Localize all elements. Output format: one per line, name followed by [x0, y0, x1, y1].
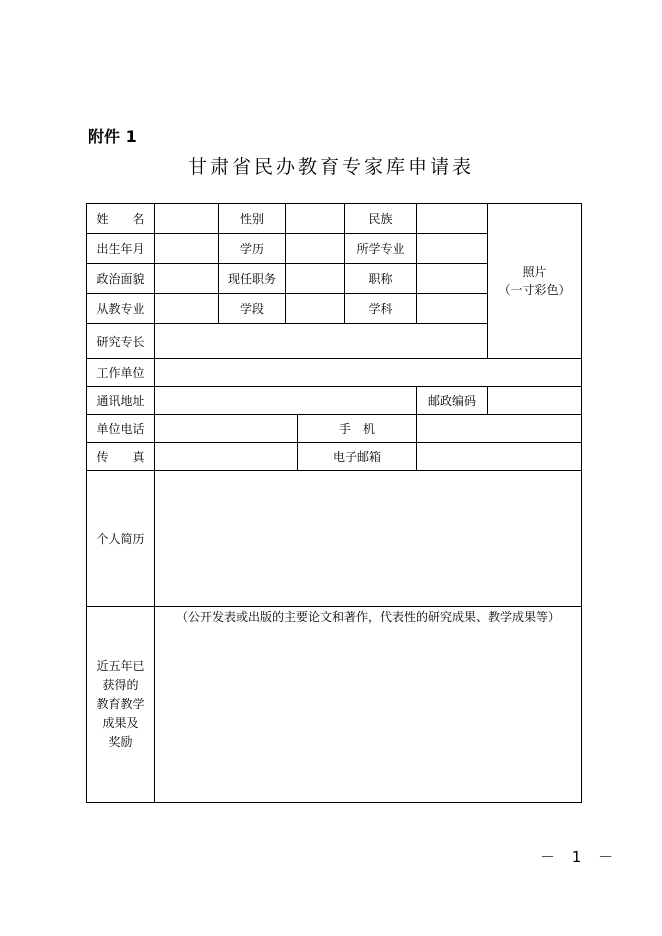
gender-field[interactable]: [286, 204, 345, 234]
title-label: 职称: [345, 264, 417, 294]
political-field[interactable]: [155, 264, 219, 294]
photo-label: 照片: [522, 265, 547, 279]
achievements-label: [87, 607, 155, 803]
photo-note: （一寸彩色）: [498, 283, 571, 297]
email-field[interactable]: [417, 443, 582, 471]
email-label: 电子邮箱: [298, 443, 417, 471]
name-label: 姓 名: [87, 204, 155, 234]
achievements-label-line: 获得的: [102, 678, 139, 692]
attachment-label: 附件 1: [88, 127, 137, 146]
ethnicity-field[interactable]: [417, 204, 488, 234]
research-field[interactable]: [155, 324, 488, 359]
achievements-label-line: 近五年已: [96, 659, 145, 673]
mobile-field[interactable]: [417, 415, 582, 443]
major-label: 所学专业: [345, 234, 417, 264]
teaching-major-field[interactable]: [155, 294, 219, 324]
achievements-note: （公开发表或出版的主要论文和著作，代表性的研究成果、教学成果等）: [175, 610, 560, 624]
teaching-major-label: 从教专业: [87, 294, 155, 324]
mobile-label: 手 机: [298, 415, 417, 443]
postcode-label: 邮政编码: [417, 387, 488, 415]
stage-field[interactable]: [286, 294, 345, 324]
workplace-label: 工作单位: [87, 359, 155, 387]
birth-label: 出生年月: [87, 234, 155, 264]
fax-label: 传 真: [87, 443, 155, 471]
postcode-field[interactable]: [488, 387, 582, 415]
achievements-label-line: 奖励: [108, 735, 133, 749]
subject-field[interactable]: [417, 294, 488, 324]
fax-field[interactable]: [155, 443, 298, 471]
birth-field[interactable]: [155, 234, 219, 264]
position-label: 现任职务: [219, 264, 286, 294]
ethnicity-label: 民族: [345, 204, 417, 234]
research-label: 研究专长: [87, 324, 155, 359]
education-field[interactable]: [286, 234, 345, 264]
application-form-table: [86, 203, 582, 803]
work-phone-field[interactable]: [155, 415, 298, 443]
resume-field[interactable]: [155, 471, 582, 607]
achievements-label-line: 成果及: [102, 716, 139, 730]
workplace-field[interactable]: [155, 359, 582, 387]
page-number: － 1 －: [540, 848, 620, 866]
major-field[interactable]: [417, 234, 488, 264]
political-label: 政治面貌: [87, 264, 155, 294]
name-field[interactable]: [155, 204, 219, 234]
education-label: 学历: [219, 234, 286, 264]
position-field[interactable]: [286, 264, 345, 294]
form-title: 甘肃省民办教育专家库申请表: [187, 156, 474, 178]
achievements-field[interactable]: [155, 607, 582, 803]
title-field[interactable]: [417, 264, 488, 294]
subject-label: 学科: [345, 294, 417, 324]
gender-label: 性别: [219, 204, 286, 234]
resume-label: 个人简历: [87, 471, 155, 607]
photo-box[interactable]: [488, 204, 582, 359]
work-phone-label: 单位电话: [87, 415, 155, 443]
achievements-label-line: 教育教学: [96, 697, 145, 711]
stage-label: 学段: [219, 294, 286, 324]
address-field[interactable]: [155, 387, 417, 415]
address-label: 通讯地址: [87, 387, 155, 415]
